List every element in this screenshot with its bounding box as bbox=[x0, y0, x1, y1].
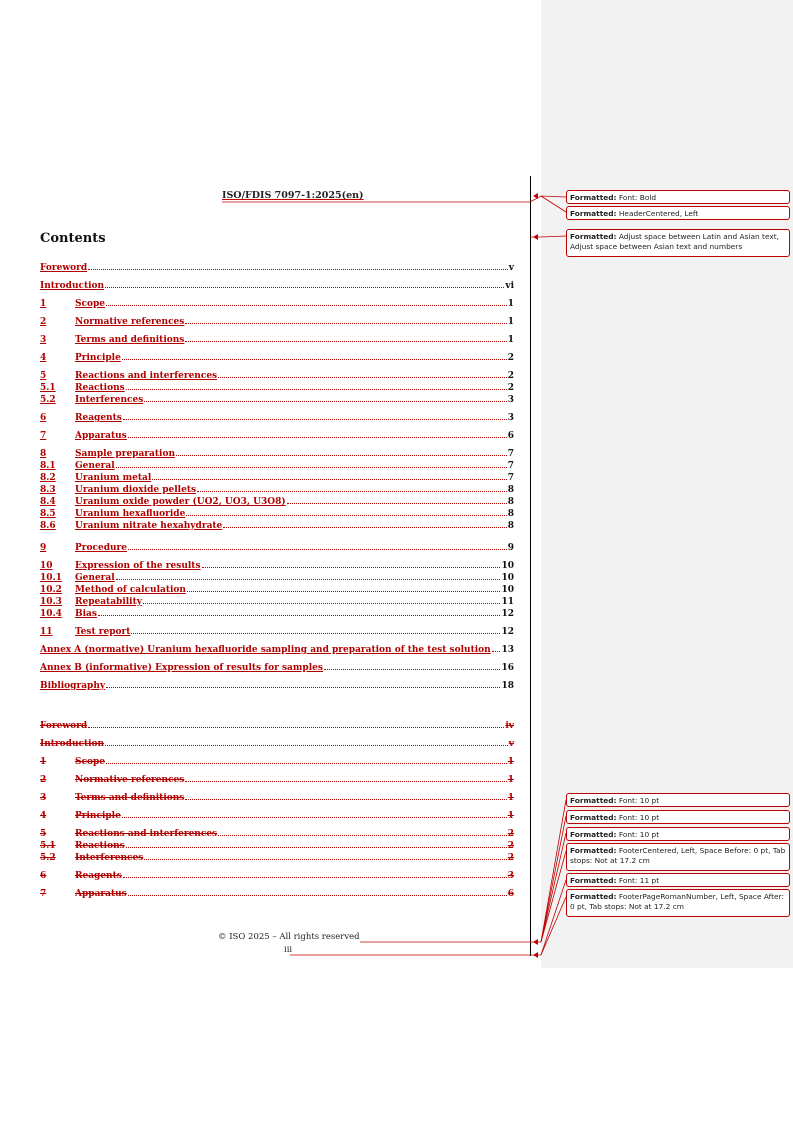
toc-entry-title: Expression of the results bbox=[75, 561, 201, 571]
comment-balloon[interactable] bbox=[566, 206, 790, 220]
toc-entry[interactable] bbox=[40, 681, 514, 693]
toc-entry-page: 11 bbox=[501, 597, 514, 607]
toc-entry-number: 10.3 bbox=[40, 597, 62, 607]
toc-dot-leader bbox=[106, 686, 500, 688]
toc-dot-leader bbox=[122, 358, 507, 360]
toc-entry[interactable] bbox=[40, 281, 514, 293]
toc-entry-page: 6 bbox=[507, 889, 514, 899]
toc-entry[interactable] bbox=[40, 829, 514, 841]
toc-entry-number: 11 bbox=[40, 627, 53, 637]
comment-text: Font: 10 pt bbox=[618, 813, 660, 822]
toc-entry-title: Uranium nitrate hexahydrate bbox=[75, 521, 223, 531]
footer-copyright: © ISO 2025 – All rights reserved bbox=[218, 932, 360, 942]
toc-dot-leader bbox=[324, 668, 501, 670]
toc-dot-leader bbox=[128, 436, 507, 438]
toc-entry[interactable] bbox=[40, 383, 514, 395]
toc-dot-leader bbox=[126, 846, 507, 848]
toc-entry[interactable] bbox=[40, 473, 514, 485]
comment-label: Formatted: bbox=[570, 813, 617, 822]
toc-dot-leader bbox=[88, 726, 504, 728]
toc-entry-title: Apparatus bbox=[75, 889, 127, 899]
toc-entry-number: 5 bbox=[40, 371, 47, 381]
toc-entry-number: 3 bbox=[40, 335, 47, 345]
toc-entry-number: 2 bbox=[40, 775, 47, 785]
toc-entry[interactable] bbox=[40, 645, 514, 657]
toc-dot-leader bbox=[126, 388, 507, 390]
toc-entry-page: vi bbox=[505, 281, 514, 291]
toc-dot-leader bbox=[88, 268, 508, 270]
toc-entry[interactable] bbox=[40, 811, 514, 823]
toc-entry-number: 5 bbox=[40, 829, 47, 839]
toc-entry-page: 1 bbox=[507, 299, 514, 309]
toc-entry-page: 1 bbox=[507, 811, 514, 821]
toc-entry-number: 8 bbox=[40, 449, 47, 459]
toc-entry-page: 3 bbox=[507, 413, 514, 423]
toc-entry-page: 8 bbox=[507, 485, 514, 495]
toc-entry-title: Apparatus bbox=[75, 431, 127, 441]
toc-entry-title: Sample preparation bbox=[75, 449, 176, 459]
toc-entry-title: Foreword bbox=[40, 263, 88, 273]
toc-entry-page: 1 bbox=[507, 757, 514, 767]
toc-dot-leader bbox=[106, 304, 507, 306]
toc-dot-leader bbox=[144, 858, 506, 860]
toc-entry[interactable] bbox=[40, 853, 514, 865]
toc-entry-title: Foreword bbox=[40, 721, 88, 731]
toc-entry-page: 1 bbox=[507, 775, 514, 785]
footer-page-number: iii bbox=[284, 945, 293, 955]
toc-entry-title: Reactions bbox=[75, 841, 125, 851]
contents-heading: Contents bbox=[40, 231, 106, 246]
toc-entry-title: Reactions and interferences bbox=[75, 371, 218, 381]
toc-entry-title: Annex B (informative) Expression of results for samples bbox=[40, 663, 323, 673]
toc-entry-number: 6 bbox=[40, 871, 47, 881]
toc-entry[interactable] bbox=[40, 585, 514, 597]
toc-entry-page: 6 bbox=[507, 431, 514, 441]
comment-label: Formatted: bbox=[570, 876, 617, 885]
comment-balloon[interactable] bbox=[566, 229, 790, 257]
toc-entry-title: Principle bbox=[75, 811, 121, 821]
toc-entry-number: 8.1 bbox=[40, 461, 56, 471]
toc-entry-page: 12 bbox=[501, 609, 514, 619]
toc-entry-title: Uranium metal bbox=[75, 473, 152, 483]
toc-dot-leader bbox=[185, 798, 506, 800]
toc-entry-number: 10.2 bbox=[40, 585, 62, 595]
toc-entry[interactable] bbox=[40, 757, 514, 769]
toc-entry-number: 5.2 bbox=[40, 853, 56, 863]
toc-entry-number: 7 bbox=[40, 431, 47, 441]
comment-label: Formatted: bbox=[570, 892, 617, 901]
toc-entry-number: 8.5 bbox=[40, 509, 56, 519]
toc-dot-leader bbox=[187, 590, 501, 592]
toc-entry[interactable] bbox=[40, 317, 514, 329]
toc-entry-number: 5.1 bbox=[40, 383, 56, 393]
toc-entry-title: Terms and definitions bbox=[75, 335, 185, 345]
toc-entry-number: 6 bbox=[40, 413, 47, 423]
toc-entry-title: Method of calculation bbox=[75, 585, 186, 595]
comment-text: Adjust space between Latin and Asian text, Adjust space between Asian text and numbers bbox=[570, 232, 779, 251]
toc-entry-page: 2 bbox=[507, 371, 514, 381]
comment-balloon[interactable] bbox=[566, 889, 790, 917]
toc-dot-leader bbox=[152, 478, 506, 480]
toc-entry-title: Reagents bbox=[75, 413, 122, 423]
toc-entry-title: Test report bbox=[75, 627, 131, 637]
comment-label: Formatted: bbox=[570, 830, 617, 839]
toc-entry-page: 10 bbox=[501, 561, 514, 571]
toc-entry[interactable] bbox=[40, 793, 514, 805]
toc-entry-number: 8.6 bbox=[40, 521, 56, 531]
toc-dot-leader bbox=[185, 340, 506, 342]
toc-entry[interactable] bbox=[40, 449, 514, 461]
comment-label: Formatted: bbox=[570, 846, 617, 855]
toc-dot-leader bbox=[218, 376, 507, 378]
toc-entry-number: 8.2 bbox=[40, 473, 56, 483]
toc-entry[interactable] bbox=[40, 497, 514, 509]
toc-dot-leader bbox=[98, 614, 501, 616]
toc-dot-leader bbox=[123, 418, 507, 420]
toc-entry-number: 1 bbox=[40, 757, 47, 767]
toc-entry-title: Interferences bbox=[75, 853, 144, 863]
toc-entry-page: 18 bbox=[501, 681, 514, 691]
toc-entry-page: 2 bbox=[507, 841, 514, 851]
toc-entry-title: Repeatability bbox=[75, 597, 142, 607]
toc-entry-page: 10 bbox=[501, 573, 514, 583]
toc-entry-page: 3 bbox=[507, 395, 514, 405]
toc-entry-page: 1 bbox=[507, 317, 514, 327]
toc-entry[interactable] bbox=[40, 871, 514, 883]
toc-entry-number: 5.2 bbox=[40, 395, 56, 405]
toc-entry-page: 2 bbox=[507, 383, 514, 393]
toc-entry[interactable] bbox=[40, 775, 514, 787]
comment-text: HeaderCentered, Left bbox=[618, 209, 699, 218]
toc-entry[interactable] bbox=[40, 263, 514, 275]
toc-entry[interactable] bbox=[40, 485, 514, 497]
toc-entry-title: Bias bbox=[75, 609, 97, 619]
toc-entry[interactable] bbox=[40, 413, 514, 425]
toc-entry-title: Uranium hexafluoride bbox=[75, 509, 186, 519]
toc-dot-leader bbox=[128, 894, 507, 896]
toc-dot-leader bbox=[223, 526, 506, 528]
comment-balloon[interactable] bbox=[566, 827, 790, 841]
toc-entry-page: 7 bbox=[507, 473, 514, 483]
toc-entry[interactable] bbox=[40, 353, 514, 365]
toc-entry-title: Uranium dioxide pellets bbox=[75, 485, 197, 495]
toc-entry[interactable] bbox=[40, 299, 514, 311]
toc-entry-title: Scope bbox=[75, 299, 106, 309]
toc-entry-page: 10 bbox=[501, 585, 514, 595]
comment-label: Formatted: bbox=[570, 232, 617, 241]
toc-entry[interactable] bbox=[40, 739, 514, 751]
toc-entry-page: 7 bbox=[507, 449, 514, 459]
toc-dot-leader bbox=[105, 744, 508, 746]
toc-entry-number: 4 bbox=[40, 353, 47, 363]
toc-entry-page: 8 bbox=[507, 521, 514, 531]
toc-entry-title: Terms and definitions bbox=[75, 793, 185, 803]
toc-entry-number: 2 bbox=[40, 317, 47, 327]
comment-label: Formatted: bbox=[570, 209, 617, 218]
comment-text: Font: Bold bbox=[618, 193, 657, 202]
toc-entry[interactable] bbox=[40, 561, 514, 573]
header-title: ISO/FDIS 7097-1:2025(en) bbox=[222, 190, 364, 201]
comment-balloon[interactable] bbox=[566, 873, 790, 887]
toc-dot-leader bbox=[116, 466, 507, 468]
toc-entry-number: 8.3 bbox=[40, 485, 56, 495]
toc-entry-page: 1 bbox=[507, 793, 514, 803]
toc-dot-leader bbox=[197, 490, 507, 492]
toc-dot-leader bbox=[131, 632, 500, 634]
comment-label: Formatted: bbox=[570, 193, 617, 202]
toc-entry-title: Interferences bbox=[75, 395, 144, 405]
toc-dot-leader bbox=[218, 834, 507, 836]
toc-entry[interactable] bbox=[40, 521, 514, 533]
toc-entry-page: 1 bbox=[507, 335, 514, 345]
toc-entry[interactable] bbox=[40, 597, 514, 609]
toc-entry-number: 10 bbox=[40, 561, 53, 571]
toc-dot-leader bbox=[202, 566, 501, 568]
toc-dot-leader bbox=[143, 602, 500, 604]
toc-entry-page: 2 bbox=[507, 829, 514, 839]
toc-dot-leader bbox=[186, 514, 506, 516]
toc-entry-title: Bibliography bbox=[40, 681, 106, 691]
toc-entry-page: 3 bbox=[507, 871, 514, 881]
toc-dot-leader bbox=[128, 548, 507, 550]
toc-entry-title: Uranium oxide powder (UO2, UO3, U3O8) bbox=[75, 497, 286, 507]
toc-entry-number: 5.1 bbox=[40, 841, 56, 851]
toc-entry-title: Normative references bbox=[75, 317, 185, 327]
toc-entry-title: Introduction bbox=[40, 739, 105, 749]
comment-balloon[interactable] bbox=[566, 190, 790, 204]
comment-text: FooterCentered, Left, Space Before: 0 pt, Tab stops: Not at 17.2 cm bbox=[570, 846, 786, 865]
toc-entry[interactable] bbox=[40, 431, 514, 443]
toc-entry-page: 2 bbox=[507, 853, 514, 863]
toc-entry-page: 9 bbox=[507, 543, 514, 553]
toc-entry-title: Annex A (normative) Uranium hexafluoride sampling and preparation of the test solution bbox=[40, 645, 491, 655]
comment-text: Font: 10 pt bbox=[618, 796, 660, 805]
toc-entry-number: 4 bbox=[40, 811, 47, 821]
toc-dot-leader bbox=[116, 578, 501, 580]
toc-entry-number: 10.4 bbox=[40, 609, 62, 619]
toc-dot-leader bbox=[185, 780, 506, 782]
toc-entry-title: Procedure bbox=[75, 543, 128, 553]
toc-entry-number: 7 bbox=[40, 889, 47, 899]
comment-text: Font: 10 pt bbox=[618, 830, 660, 839]
toc-entry[interactable] bbox=[40, 627, 514, 639]
toc-entry-title: Principle bbox=[75, 353, 121, 363]
comment-balloon[interactable] bbox=[566, 810, 790, 824]
toc-entry-page: 13 bbox=[501, 645, 514, 655]
toc-entry-number: 8.4 bbox=[40, 497, 56, 507]
toc-entry-page: 2 bbox=[507, 353, 514, 363]
toc-entry[interactable] bbox=[40, 721, 514, 733]
toc-entry-page: 7 bbox=[507, 461, 514, 471]
toc-dot-leader bbox=[123, 876, 507, 878]
comment-text: Font: 11 pt bbox=[618, 876, 660, 885]
toc-entry-number: 1 bbox=[40, 299, 47, 309]
toc-entry-title: Reactions bbox=[75, 383, 125, 393]
toc-dot-leader bbox=[122, 816, 507, 818]
toc-entry-number: 3 bbox=[40, 793, 47, 803]
toc-entry[interactable] bbox=[40, 371, 514, 383]
toc-entry-title: Reactions and interferences bbox=[75, 829, 218, 839]
toc-entry[interactable] bbox=[40, 889, 514, 901]
toc-dot-leader bbox=[144, 400, 506, 402]
toc-entry[interactable] bbox=[40, 543, 514, 555]
toc-dot-leader bbox=[106, 762, 507, 764]
margin-divider bbox=[530, 176, 531, 956]
toc-entry-number: 10.1 bbox=[40, 573, 62, 583]
toc-entry[interactable] bbox=[40, 573, 514, 585]
comment-balloon[interactable] bbox=[566, 793, 790, 807]
toc-dot-leader bbox=[176, 454, 507, 456]
toc-entry-title: Normative references bbox=[75, 775, 185, 785]
toc-entry-page: 8 bbox=[507, 509, 514, 519]
toc-entry[interactable] bbox=[40, 461, 514, 473]
toc-entry-page: 16 bbox=[501, 663, 514, 673]
toc-entry-page: 8 bbox=[507, 497, 514, 507]
toc-entry-page: v bbox=[508, 739, 514, 749]
comment-label: Formatted: bbox=[570, 796, 617, 805]
toc-entry[interactable] bbox=[40, 335, 514, 347]
toc-entry[interactable] bbox=[40, 663, 514, 675]
toc-entry-title: General bbox=[75, 573, 115, 583]
toc-dot-leader bbox=[185, 322, 506, 324]
toc-entry-page: 12 bbox=[501, 627, 514, 637]
toc-dot-leader bbox=[105, 286, 504, 288]
toc-entry-title: Scope bbox=[75, 757, 106, 767]
comment-text: FooterPageRomanNumber, Left, Space After: 0 pt, Tab stops: Not at 17.2 cm bbox=[570, 892, 784, 911]
toc-dot-leader bbox=[492, 650, 501, 652]
toc-dot-leader bbox=[287, 502, 507, 504]
toc-entry-number: 9 bbox=[40, 543, 47, 553]
toc-entry-title: General bbox=[75, 461, 115, 471]
toc-entry[interactable] bbox=[40, 609, 514, 621]
toc-entry[interactable] bbox=[40, 841, 514, 853]
toc-entry-title: Introduction bbox=[40, 281, 105, 291]
toc-entry-title: Reagents bbox=[75, 871, 122, 881]
toc-entry[interactable] bbox=[40, 509, 514, 521]
toc-entry-page: iv bbox=[505, 721, 514, 731]
comment-balloon[interactable] bbox=[566, 843, 790, 871]
toc-entry[interactable] bbox=[40, 395, 514, 407]
toc-entry-page: v bbox=[508, 263, 514, 273]
